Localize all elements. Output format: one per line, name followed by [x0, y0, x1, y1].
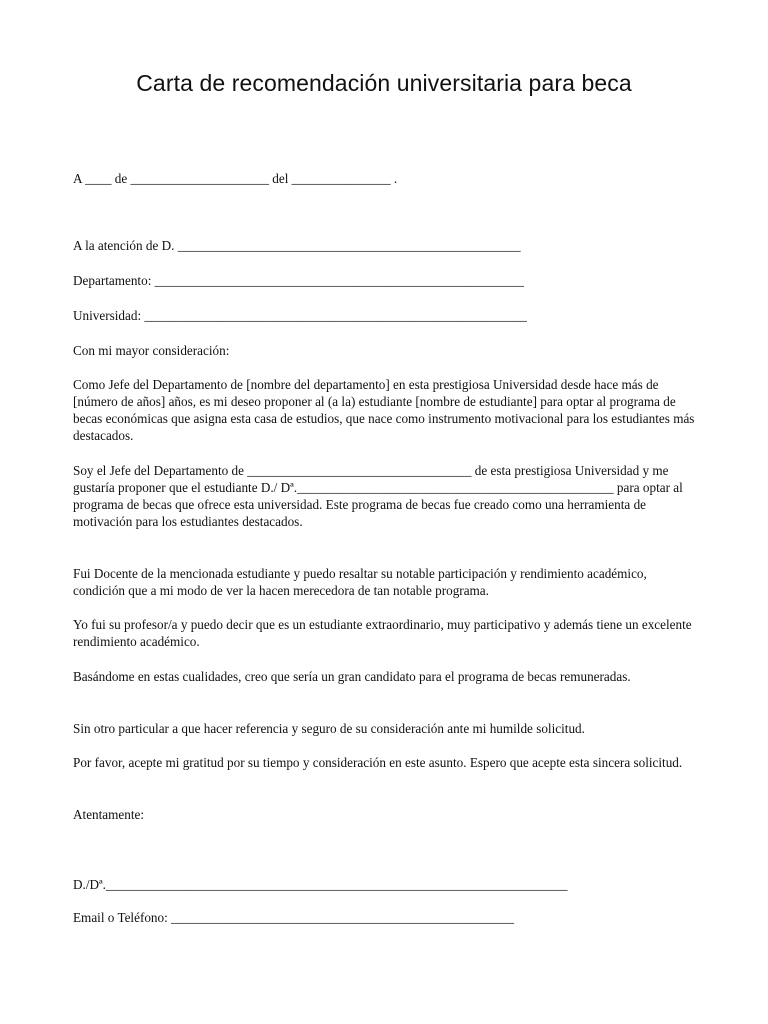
date-line: A ____ de _____________________ del _______________ . — [73, 171, 398, 186]
closing: Atentamente: — [73, 807, 145, 822]
paragraph-intro: Como Jefe del Departamento de [nombre del departamento] en esta prestigiosa Universidad desde hace más de [número de años] años, es mi deseo proponer al (a la) estudiante [nombre de estudiante] para optar al programa de becas económicas que asigna esta casa de estudios, que nace como instrumento motivacional para los estudiantes más destacados. — [73, 377, 695, 443]
contact-line: Email o Teléfono: ____________________________________________________ — [73, 910, 514, 925]
paragraph-request: Sin otro particular a que hacer referencia y seguro de su consideración ante mi humilde solicitud. — [73, 721, 585, 736]
signature-line: D./Dª.______________________________________________________________________ — [73, 877, 568, 892]
paragraph-professor: Yo fui su profesor/a y puedo decir que es un estudiante extraordinario, muy participativo y además tiene un excelente rendimiento académico. — [73, 617, 692, 649]
page-title: Carta de recomendación universitaria para beca — [136, 70, 632, 96]
university-line: Universidad: __________________________________________________________ — [73, 308, 527, 323]
attention-line: A la atención de D. ____________________________________________________ — [73, 238, 521, 253]
salutation: Con mi mayor consideración: — [73, 343, 230, 358]
paragraph-teacher: Fui Docente de la mencionada estudiante y puedo resaltar su notable participación y rendimiento académico, condición que a mi modo de ver la hacen merecedora de tan notable programa. — [73, 566, 647, 598]
paragraph-qualities: Basándome en estas cualidades, creo que sería un gran candidato para el programa de becas remuneradas. — [73, 669, 631, 684]
department-line: Departamento: ________________________________________________________ — [73, 273, 524, 288]
paragraph-proposal: Soy el Jefe del Departamento de __________________________________ de esta prestigiosa Universidad y me gustaría proponer que el estudiante D./ Dª.________________________________________________ para optar al programa de becas que ofrece esta universidad. Este programa de becas fue creado como una herramienta de motivación para los estudiantes destacados. — [73, 463, 683, 529]
paragraph-gratitude: Por favor, acepte mi gratitud por su tiempo y consideración en este asunto. Espero que acepte esta sincera solicitud. — [73, 755, 683, 770]
